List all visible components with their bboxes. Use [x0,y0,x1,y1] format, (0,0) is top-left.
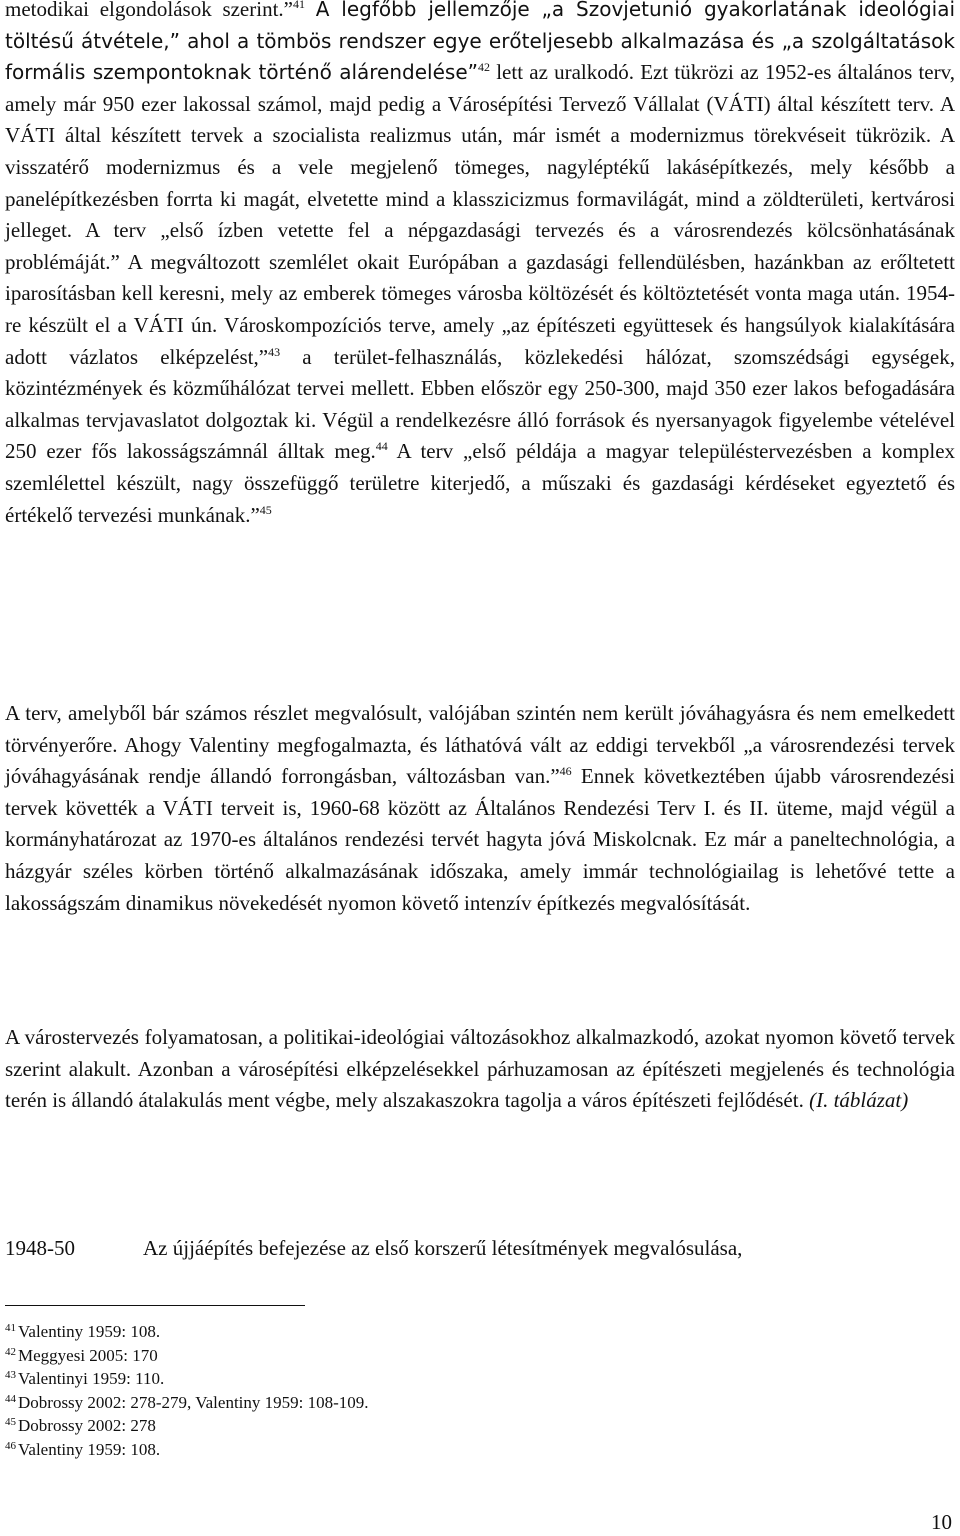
paragraph-1-text-e: A terv „első példája a magyar településtervezésben a komplex szemlélettel készült, nagy összefüggő területre kiterjedő, a műszaki és gazdasági kérdéseket egyeztető és értékelő tervezési munkának.” [5,439,956,527]
footnote-text: Valentiny 1959: 108. [18,1439,161,1459]
footnote-number: 46 [5,1439,16,1452]
footnote-number: 42 [5,1345,16,1358]
footnote-number: 44 [5,1392,16,1405]
footnote-text: Meggyesi 2005: 170 [18,1345,158,1365]
footnote-44 [5,1391,705,1415]
footnotes-section [5,1320,705,1461]
footnote-ref-42[interactable]: 42 [478,60,490,75]
footnote-46 [5,1438,705,1462]
footnote-number: 45 [5,1416,16,1428]
footnote-number: 41 [5,1322,16,1334]
footnote-ref-45[interactable]: 45 [259,502,272,517]
footnote-42 [5,1344,705,1368]
footnote-text: Valentinyi 1959: 110. [18,1369,165,1388]
paragraph-1 [5,0,955,531]
paragraph-1-text-a: metodikai elgondolások szerint.” [5,0,293,21]
footnote-45 [5,1414,705,1438]
paragraph-1-text-d: a terület-felhasználás, közlekedési hálózat, szomszédsági egységek, közintézmények és közműhálózat tervei mellett. Ebben először egy 250-300, majd 350 ezer lakos befogadására alkalmas tervjavaslatot dolgoztak ki. Végül a rendelkezésre álló források és nyersanyagok figyelembe vételével 250 ezer fős lakosságszámnál álltak meg. [5,344,955,464]
footnote-ref-46[interactable]: 46 [559,764,572,779]
paragraph-3-text-a: A várostervezés folyamatosan, a politikai-ideológiai változásokhoz alkalmazkodó, azokat nyomon követő tervek szerint alakult. Azonban a városépítési elképzelésekkel párhuzamosan az építészeti megjelenés és technológia terén is állandó átalakulás ment végbe, mely alszakaszokra tagolja a város építészeti fejlődését. [5,1025,955,1113]
table-reference: (I. táblázat) [809,1088,909,1113]
footnote-41 [5,1320,705,1344]
table-row-description: Az újjáépítés befejezése az első korszerű létesítmények megvalósulása, [143,1236,743,1260]
footnote-43 [5,1367,705,1391]
footnote-text: Dobrossy 2002: 278 [18,1416,156,1435]
paragraph-2-text-b: Ennek következtében újabb városrendezési tervek követték a VÁTI terveit is, 1960-68 között az Általános Rendezési Terv I. és II. üteme, majd végül a kormányhatározat az 1970-es általános rendezési tervét hagyta jóvá Miskolcnak. Ez már a paneltechnológia, a házgyár széles körben történő alkalmazásának időszaka, amely immár technológiailag is lehetővé tette a lakosságszám dinamikus növekedését nyomon követő intenzív építkezés megvalósítását. [5,764,955,915]
paragraph-2 [5,698,955,919]
footnote-text: Dobrossy 2002: 278-279, Valentiny 1959: 108-109. [18,1392,369,1412]
footnote-separator [5,1305,305,1306]
footnote-ref-44[interactable]: 44 [375,439,388,454]
paragraph-2-text-a: A terv, amelyből bár számos részlet megvalósult, valójában szintén nem került jóváhagyásra és nem emelkedett törvényerőre. Ahogy Valentiny megfogalmazta, és láthatóvá vált az eddigi tervekből „a városrendezési tervek jóváhagyásának rendje állandó forrongásban, változásban van.” [5,701,955,789]
timeline-table-row [5,1236,960,1261]
page-number: 10 [931,1510,952,1534]
table-row-year: 1948-50 [5,1236,75,1260]
paragraph-1-text-b: A legfőbb jellemzője „a Szovjetunió gyakorlatának ideológiai töltésű átvétele,” ahol a tömbös rendszer egye erőteljesebb alkalmazása és „a szolgáltatások formális szempontoknak történő alárendelése” [5,0,956,85]
footnote-text: Valentiny 1959: 108. [18,1322,161,1341]
footnote-ref-43[interactable]: 43 [268,344,281,359]
paragraph-1-text-c: lett az uralkodó. Ezt tükrözi az 1952-es általános terv, amely már 950 ezer lakossal számol, majd pedig a Városépítési Tervező Vállalat (VÁTI) által készített terv. A VÁTI által készített tervek a szocialista realizmus után, már ismét a modernizmus törekvéseit tükrözik. A visszatérő modernizmus és a vele megjelenő tömeges, nagyléptékű lakásépítkezés, mely később a panelépítkezésben forrta ki magát, elvetette mind a klasszicizmus formavilágát, mind a zöldterületi, kertvárosi jelleget. A terv „első ízben vetette fel a népgazdasági tervezés és a városrendezés kölcsönhatásának problémáját.” A megváltozott szemlélet okait Európában a gazdasági fellendülésben, hazánkban az erőltetett iparosításban kell keresni, mely az emberek tömeges városba költözését és költöztetését vonta maga után. 1954-re készült el a VÁTI ún. Városkompozíciós terve, amely „az építészeti együttesek és hangsúlyok kialakítására adott vázlatos elképzelést,” [5,60,956,369]
paragraph-3 [5,1022,955,1117]
footnote-number: 43 [5,1369,16,1381]
footnote-ref-41[interactable]: 41 [293,0,305,11]
